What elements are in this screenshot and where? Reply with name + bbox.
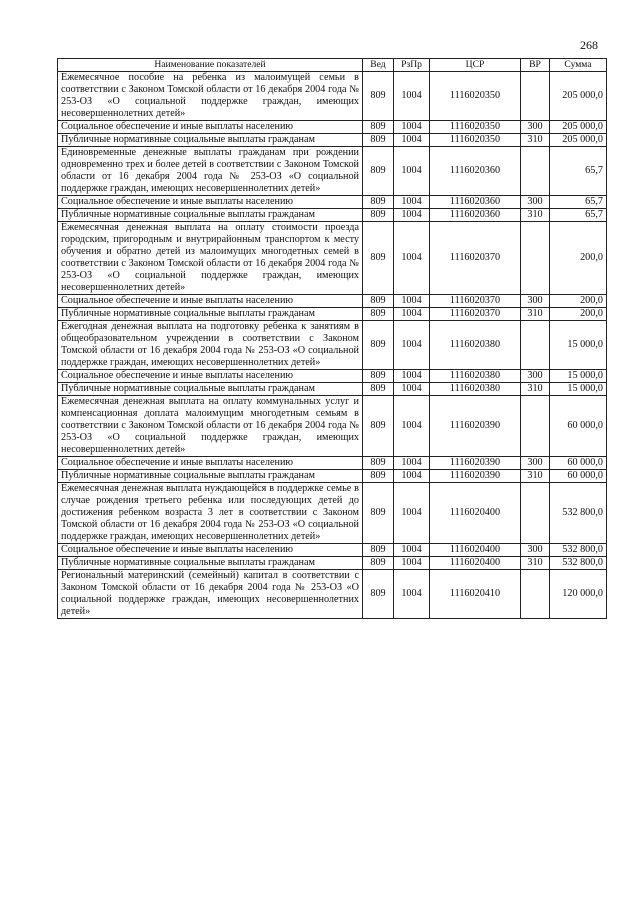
- cell-csr: 1116020360: [430, 196, 521, 209]
- table-row: [58, 483, 607, 544]
- table-header-row: [58, 59, 607, 72]
- cell-csr: 1116020390: [430, 470, 521, 483]
- cell-rzpr: 1004: [394, 222, 430, 295]
- cell-vr: 300: [521, 295, 550, 308]
- header-csr: ЦСР: [430, 59, 521, 72]
- cell-name: Публичные нормативные социальные выплаты гражданам: [58, 557, 363, 570]
- cell-rzpr: 1004: [394, 483, 430, 544]
- cell-ved: 809: [363, 147, 394, 196]
- cell-name: Ежемесячное пособие на ребенка из малоимущей семьи в соответствии с Законом Томской области от 16 декабря 2004 года № 253-ОЗ «О социальной поддержке граждан, имеющих несовершеннолетних детей»: [58, 72, 363, 121]
- cell-sum: 65,7: [550, 196, 607, 209]
- table-row: [58, 544, 607, 557]
- cell-vr: [521, 222, 550, 295]
- cell-name: Публичные нормативные социальные выплаты гражданам: [58, 308, 363, 321]
- header-name: Наименование показателей: [58, 59, 363, 72]
- cell-sum: 60 000,0: [550, 470, 607, 483]
- cell-name: Региональный материнский (семейный) капитал в соответствии с Законом Томской области от 16 декабря 2004 года № 253-ОЗ «О социальной поддержке граждан, имеющих несовершеннолетних детей»: [58, 570, 363, 619]
- table-row: [58, 396, 607, 457]
- cell-name: Ежемесячная денежная выплата нуждающейся в поддержке семье в случае рождения третьего ребенка или последующих детей до достижения ребенком возраста 3 лет в соответствии с Законом Томской области от 16 декабря 2004 года № 253-ОЗ «О социальной поддержке граждан, имеющих несовершеннолетних детей»: [58, 483, 363, 544]
- cell-rzpr: 1004: [394, 209, 430, 222]
- table-row: [58, 308, 607, 321]
- budget-table: [57, 58, 607, 619]
- cell-name: Социальное обеспечение и иные выплаты населению: [58, 544, 363, 557]
- cell-name: Публичные нормативные социальные выплаты гражданам: [58, 134, 363, 147]
- cell-csr: 1116020370: [430, 222, 521, 295]
- cell-csr: 1116020400: [430, 544, 521, 557]
- cell-vr: [521, 396, 550, 457]
- page-number: 268: [580, 38, 598, 52]
- cell-rzpr: 1004: [394, 370, 430, 383]
- table-row: [58, 570, 607, 619]
- cell-name: Социальное обеспечение и иные выплаты населению: [58, 121, 363, 134]
- cell-ved: 809: [363, 121, 394, 134]
- cell-ved: 809: [363, 321, 394, 370]
- cell-name: Публичные нормативные социальные выплаты гражданам: [58, 209, 363, 222]
- cell-vr: 310: [521, 209, 550, 222]
- table-row: [58, 457, 607, 470]
- cell-ved: 809: [363, 383, 394, 396]
- cell-sum: 60 000,0: [550, 396, 607, 457]
- cell-rzpr: 1004: [394, 383, 430, 396]
- table-row: [58, 370, 607, 383]
- cell-rzpr: 1004: [394, 72, 430, 121]
- table-row: [58, 321, 607, 370]
- cell-ved: 809: [363, 72, 394, 121]
- cell-ved: 809: [363, 457, 394, 470]
- cell-name: Публичные нормативные социальные выплаты гражданам: [58, 383, 363, 396]
- cell-csr: 1116020350: [430, 72, 521, 121]
- cell-ved: 809: [363, 295, 394, 308]
- cell-vr: 310: [521, 308, 550, 321]
- cell-sum: 200,0: [550, 295, 607, 308]
- cell-sum: 65,7: [550, 147, 607, 196]
- cell-sum: 15 000,0: [550, 383, 607, 396]
- cell-vr: 300: [521, 370, 550, 383]
- cell-vr: [521, 570, 550, 619]
- table-row: [58, 121, 607, 134]
- cell-vr: 300: [521, 121, 550, 134]
- cell-name: Ежемесячная денежная выплата на оплату стоимости проезда городским, пригородным и внутрирайонным транспортом к месту обучения и обратно детей из малоимущих многодетных семей в соответствии с Законом Томской области от 16 декабря 2004 года № 253-ОЗ «О социальной поддержке граждан, имеющих несовершеннолетних детей»: [58, 222, 363, 295]
- cell-sum: 205 000,0: [550, 72, 607, 121]
- cell-sum: 120 000,0: [550, 570, 607, 619]
- cell-ved: 809: [363, 544, 394, 557]
- cell-sum: 200,0: [550, 308, 607, 321]
- table-row: [58, 470, 607, 483]
- table-row: [58, 134, 607, 147]
- cell-rzpr: 1004: [394, 396, 430, 457]
- cell-csr: 1116020360: [430, 209, 521, 222]
- cell-vr: [521, 321, 550, 370]
- cell-csr: 1116020360: [430, 147, 521, 196]
- cell-rzpr: 1004: [394, 321, 430, 370]
- cell-vr: 310: [521, 557, 550, 570]
- cell-csr: 1116020370: [430, 295, 521, 308]
- cell-ved: 809: [363, 470, 394, 483]
- cell-name: Социальное обеспечение и иные выплаты населению: [58, 196, 363, 209]
- table-row: [58, 72, 607, 121]
- header-ved: Вед: [363, 59, 394, 72]
- cell-rzpr: 1004: [394, 196, 430, 209]
- cell-vr: 300: [521, 196, 550, 209]
- cell-sum: 532 800,0: [550, 483, 607, 544]
- table-body: [58, 72, 607, 619]
- cell-sum: 532 800,0: [550, 544, 607, 557]
- cell-csr: 1116020370: [430, 308, 521, 321]
- cell-csr: 1116020390: [430, 396, 521, 457]
- cell-name: Социальное обеспечение и иные выплаты населению: [58, 457, 363, 470]
- cell-rzpr: 1004: [394, 544, 430, 557]
- cell-vr: [521, 147, 550, 196]
- cell-name: Социальное обеспечение и иные выплаты населению: [58, 370, 363, 383]
- cell-sum: 65,7: [550, 209, 607, 222]
- header-vr: ВР: [521, 59, 550, 72]
- cell-sum: 15 000,0: [550, 321, 607, 370]
- cell-rzpr: 1004: [394, 557, 430, 570]
- table-row: [58, 383, 607, 396]
- cell-ved: 809: [363, 570, 394, 619]
- cell-sum: 205 000,0: [550, 134, 607, 147]
- cell-ved: 809: [363, 483, 394, 544]
- cell-sum: 205 000,0: [550, 121, 607, 134]
- header-sum: Сумма: [550, 59, 607, 72]
- cell-csr: 1116020350: [430, 134, 521, 147]
- cell-vr: 310: [521, 383, 550, 396]
- cell-ved: 809: [363, 370, 394, 383]
- cell-vr: 300: [521, 457, 550, 470]
- cell-name: Единовременные денежные выплаты гражданам при рождении одновременно трех и более детей в соответствии с Законом Томской области от 16 декабря 2004 года № 253-ОЗ «О социальной поддержке граждан, имеющих несовершеннолетних детей»: [58, 147, 363, 196]
- cell-rzpr: 1004: [394, 457, 430, 470]
- table-row: [58, 209, 607, 222]
- cell-rzpr: 1004: [394, 147, 430, 196]
- cell-csr: 1116020400: [430, 483, 521, 544]
- cell-ved: 809: [363, 557, 394, 570]
- table-row: [58, 196, 607, 209]
- cell-rzpr: 1004: [394, 121, 430, 134]
- cell-name: Публичные нормативные социальные выплаты гражданам: [58, 470, 363, 483]
- cell-ved: 809: [363, 196, 394, 209]
- cell-ved: 809: [363, 209, 394, 222]
- cell-rzpr: 1004: [394, 295, 430, 308]
- cell-sum: 200,0: [550, 222, 607, 295]
- cell-csr: 1116020350: [430, 121, 521, 134]
- cell-name: Социальное обеспечение и иные выплаты населению: [58, 295, 363, 308]
- cell-ved: 809: [363, 396, 394, 457]
- cell-csr: 1116020400: [430, 557, 521, 570]
- cell-csr: 1116020380: [430, 383, 521, 396]
- cell-csr: 1116020410: [430, 570, 521, 619]
- cell-ved: 809: [363, 222, 394, 295]
- cell-csr: 1116020380: [430, 370, 521, 383]
- cell-name: Ежегодная денежная выплата на подготовку ребенка к занятиям в общеобразовательном учреждении в соответствии с Законом Томской области от 16 декабря 2004 года № 253-ОЗ «О социальной поддержке граждан, имеющих несовершеннолетних детей»: [58, 321, 363, 370]
- cell-vr: [521, 72, 550, 121]
- table-row: [58, 222, 607, 295]
- cell-vr: 300: [521, 544, 550, 557]
- table-row: [58, 557, 607, 570]
- cell-vr: 310: [521, 470, 550, 483]
- cell-ved: 809: [363, 308, 394, 321]
- cell-rzpr: 1004: [394, 134, 430, 147]
- cell-csr: 1116020380: [430, 321, 521, 370]
- cell-vr: [521, 483, 550, 544]
- cell-rzpr: 1004: [394, 470, 430, 483]
- cell-rzpr: 1004: [394, 308, 430, 321]
- cell-csr: 1116020390: [430, 457, 521, 470]
- cell-ved: 809: [363, 134, 394, 147]
- cell-vr: 310: [521, 134, 550, 147]
- header-rzpr: РзПр: [394, 59, 430, 72]
- cell-sum: 532 800,0: [550, 557, 607, 570]
- table-row: [58, 147, 607, 196]
- cell-name: Ежемесячная денежная выплата на оплату коммунальных услуг и компенсационная доплата малоимущим многодетным семьям в соответствии с Законом Томской области от 16 декабря 2004 года № 253-ОЗ «О социальной поддержке граждан, имеющих несовершеннолетних детей»: [58, 396, 363, 457]
- cell-sum: 15 000,0: [550, 370, 607, 383]
- table-row: [58, 295, 607, 308]
- cell-rzpr: 1004: [394, 570, 430, 619]
- cell-sum: 60 000,0: [550, 457, 607, 470]
